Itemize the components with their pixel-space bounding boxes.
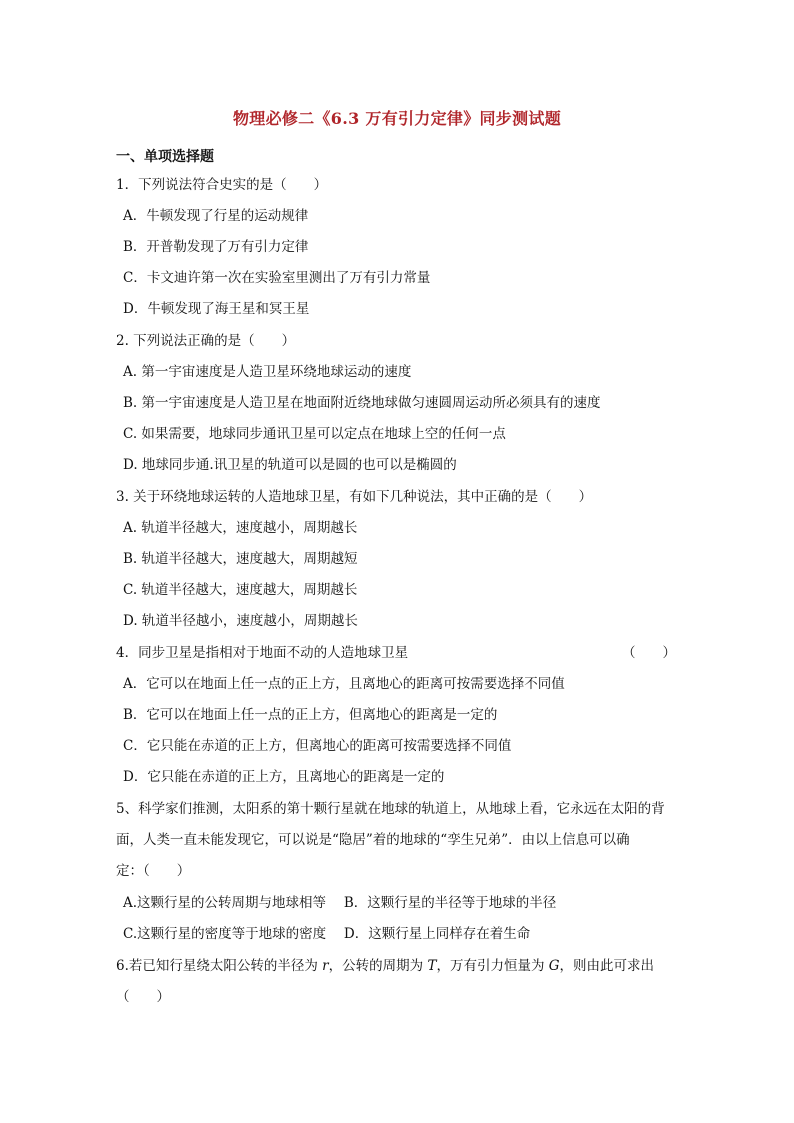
question-4-answer-paren: （ ） bbox=[622, 645, 676, 661]
question-6-suffix: ，则由此可求出 bbox=[559, 958, 655, 974]
question-3-option-b: B. 轨道半径越大，速度越大，周期越短 bbox=[123, 551, 358, 567]
question-1-option-b: B．开普勒发现了万有引力定律 bbox=[123, 239, 309, 255]
question-6-mid-2: ，万有引力恒量为 bbox=[436, 958, 549, 974]
question-6-prefix: 6.若已知行星绕太阳公转的半径为 bbox=[116, 958, 323, 974]
question-6-stem bbox=[116, 957, 654, 975]
var-g: G bbox=[548, 958, 560, 974]
question-1-stem: 1．下列说法符合史实的是（ ） bbox=[116, 177, 328, 193]
question-4-option-a: A．它可以在地面上任一点的正上方，且离地心的距离可按需要选择不同值 bbox=[123, 676, 565, 692]
question-3-option-a: A. 轨道半径越大，速度越小，周期越长 bbox=[123, 520, 358, 536]
question-1-option-c: C．卡文迪许第一次在实验室里测出了万有引力常量 bbox=[123, 270, 431, 286]
question-2-option-c: C. 如果需要，地球同步通讯卫星可以定点在地球上空的任何一点 bbox=[123, 426, 506, 442]
question-5-line-3: 定：（ ） bbox=[116, 863, 191, 879]
question-6-answer-paren: （ ） bbox=[116, 989, 170, 1005]
question-2-stem: 2. 下列说法正确的是（ ） bbox=[116, 333, 296, 349]
question-3-option-c: C. 轨道半径越大，速度越大，周期越长 bbox=[123, 582, 358, 598]
section-heading: 一、单项选择题 bbox=[116, 149, 214, 165]
question-4-option-b: B．它可以在地面上任一点的正上方，但离地心的距离是一定的 bbox=[123, 707, 498, 723]
var-r: r bbox=[322, 958, 329, 974]
question-6-mid-1: ，公转的周期为 bbox=[328, 958, 428, 974]
question-4-option-c: C．它只能在赤道的正上方，但离地心的距离可按需要选择不同值 bbox=[123, 738, 512, 754]
question-5-options-cd: C.这颗行星的密度等于地球的密度 D．这颗行星上同样存在着生命 bbox=[123, 926, 531, 942]
question-4-option-d: D．它只能在赤道的正上方，且离地心的距离是一定的 bbox=[123, 769, 445, 785]
question-1-option-d: D．牛顿发现了海王星和冥王星 bbox=[123, 301, 310, 317]
question-2-option-b: B. 第一宇宙速度是人造卫星在地面附近绕地球做匀速圆周运动所必须具有的速度 bbox=[123, 395, 601, 411]
question-5-options-ab: A.这颗行星的公转周期与地球相等 B．这颗行星的半径等于地球的半径 bbox=[123, 895, 557, 911]
var-t: T bbox=[427, 958, 437, 974]
question-1-option-a: A．牛顿发现了行星的运动规律 bbox=[123, 208, 309, 224]
question-3-stem: 3. 关于环绕地球运转的人造地球卫星，有如下几种说法，其中正确的是（ ） bbox=[116, 489, 593, 505]
question-2-option-a: A. 第一宇宙速度是人造卫星环绕地球运动的速度 bbox=[123, 364, 412, 380]
document-title: 物理必修二《6.3 万有引力定律》同步测试题 bbox=[232, 109, 561, 128]
question-2-option-d: D. 地球同步通.讯卫星的轨道可以是圆的也可以是椭圆的 bbox=[123, 457, 457, 473]
question-3-option-d: D. 轨道半径越小，速度越小，周期越长 bbox=[123, 613, 358, 629]
question-4-stem: 4．同步卫星是指相对于地面不动的人造地球卫星 bbox=[116, 645, 409, 661]
question-5-line-2: 面，人类一直未能发现它，可以说是“隐居”着的地球的“孪生兄弟”．由以上信息可以确 bbox=[116, 832, 630, 848]
question-5-line-1: 5、科学家们推测，太阳系的第十颗行星就在地球的轨道上，从地球上看，它永远在太阳的背 bbox=[116, 801, 665, 817]
